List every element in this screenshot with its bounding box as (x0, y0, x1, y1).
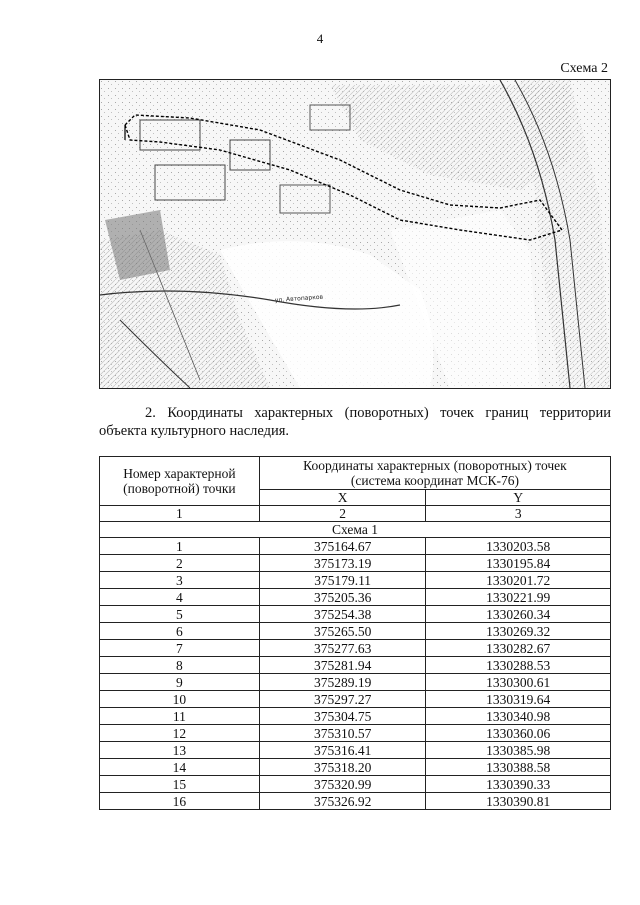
x-coordinate-cell: 375289.19 (259, 674, 426, 691)
table-row (100, 555, 611, 572)
page-number: 4 (316, 31, 324, 46)
x-coordinate-cell: 375318.20 (259, 759, 426, 776)
x-coordinate-cell: 375304.75 (259, 708, 426, 725)
section-paragraph (99, 404, 611, 440)
site-map (99, 79, 611, 389)
column-number: 2 (259, 506, 426, 522)
scheme-label: Схема 2 (560, 61, 608, 76)
x-coordinate-cell: 375265.50 (259, 623, 426, 640)
point-number-cell: 1 (100, 538, 260, 555)
table-row (100, 776, 611, 793)
x-coordinate-cell: 375297.27 (259, 691, 426, 708)
y-coordinate-cell: 1330201.72 (426, 572, 611, 589)
x-coordinate-cell: 375277.63 (259, 640, 426, 657)
table-row (100, 657, 611, 674)
road-label: ул. Автопарков (274, 293, 324, 304)
y-coordinate-cell: 1330385.98 (426, 742, 611, 759)
table-row (100, 725, 611, 742)
table-row (100, 640, 611, 657)
x-coordinate-cell: 375326.92 (259, 793, 426, 810)
paragraph-line-1: 2. Координаты характерных (поворотных) точек границ территории (145, 405, 611, 421)
point-number-cell: 5 (100, 606, 260, 623)
header-coordinates: Координаты характерных (поворотных) точек (система координат МСК-76) (259, 457, 610, 490)
point-number-cell: 14 (100, 759, 260, 776)
table-row (100, 742, 611, 759)
x-coordinate-cell: 375179.11 (259, 572, 426, 589)
point-number-cell: 10 (100, 691, 260, 708)
x-coordinate-cell: 375173.19 (259, 555, 426, 572)
point-number-cell: 15 (100, 776, 260, 793)
table-row (100, 606, 611, 623)
table-row (100, 759, 611, 776)
x-coordinate-cell: 375205.36 (259, 589, 426, 606)
y-coordinate-cell: 1330195.84 (426, 555, 611, 572)
point-number-cell: 16 (100, 793, 260, 810)
header-y: Y (426, 490, 611, 506)
table-row (100, 674, 611, 691)
y-coordinate-cell: 1330203.58 (426, 538, 611, 555)
point-number-cell: 3 (100, 572, 260, 589)
table-row (100, 691, 611, 708)
header-point-number: Номер характерной (поворотной) точки (100, 457, 260, 506)
y-coordinate-cell: 1330390.81 (426, 793, 611, 810)
y-coordinate-cell: 1330319.64 (426, 691, 611, 708)
table-row (100, 793, 611, 810)
point-number-cell: 9 (100, 674, 260, 691)
x-coordinate-cell: 375164.67 (259, 538, 426, 555)
x-coordinate-cell: 375320.99 (259, 776, 426, 793)
x-coordinate-cell: 375310.57 (259, 725, 426, 742)
table-row (100, 538, 611, 555)
y-coordinate-cell: 1330260.34 (426, 606, 611, 623)
table-row (100, 708, 611, 725)
point-number-cell: 4 (100, 589, 260, 606)
point-number-cell: 11 (100, 708, 260, 725)
point-number-cell: 13 (100, 742, 260, 759)
section-title: Схема 1 (100, 522, 611, 538)
site-map-drawing (100, 80, 610, 388)
x-coordinate-cell: 375316.41 (259, 742, 426, 759)
table-row (100, 623, 611, 640)
y-coordinate-cell: 1330221.99 (426, 589, 611, 606)
point-number-cell: 6 (100, 623, 260, 640)
table-row (100, 589, 611, 606)
y-coordinate-cell: 1330388.58 (426, 759, 611, 776)
point-number-cell: 7 (100, 640, 260, 657)
y-coordinate-cell: 1330269.32 (426, 623, 611, 640)
x-coordinate-cell: 375281.94 (259, 657, 426, 674)
header-x: X (259, 490, 426, 506)
y-coordinate-cell: 1330300.61 (426, 674, 611, 691)
y-coordinate-cell: 1330390.33 (426, 776, 611, 793)
y-coordinate-cell: 1330282.67 (426, 640, 611, 657)
table-row (100, 572, 611, 589)
column-number: 1 (100, 506, 260, 522)
paragraph-line-2: объекта культурного наследия. (99, 423, 290, 439)
column-number: 3 (426, 506, 611, 522)
y-coordinate-cell: 1330288.53 (426, 657, 611, 674)
x-coordinate-cell: 375254.38 (259, 606, 426, 623)
y-coordinate-cell: 1330360.06 (426, 725, 611, 742)
table-body (100, 538, 611, 810)
point-number-cell: 8 (100, 657, 260, 674)
point-number-cell: 2 (100, 555, 260, 572)
point-number-cell: 12 (100, 725, 260, 742)
y-coordinate-cell: 1330340.98 (426, 708, 611, 725)
coordinates-table (99, 456, 611, 810)
